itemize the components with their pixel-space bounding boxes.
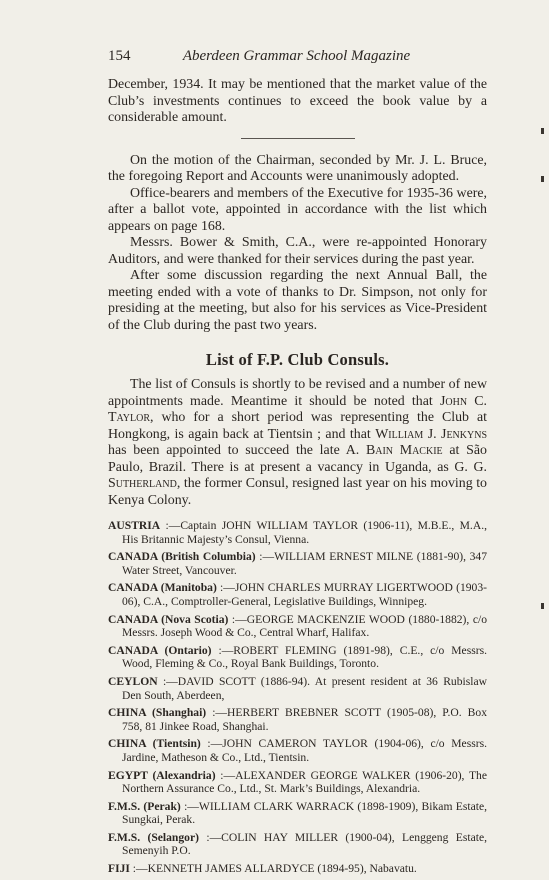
running-title: Aberdeen Grammar School Magazine	[182, 48, 411, 64]
consul-location: F.M.S. (Selangor)	[108, 830, 199, 844]
meeting-report	[108, 153, 487, 335]
margin-mark	[541, 128, 544, 134]
consul-details: :—WILLIAM ERNEST MILNE (1881-90), 347 Water Street, Vancouver.	[122, 550, 488, 577]
consul-details: :—JOHN CAMERON TAYLOR (1904-06), c/o Messrs. Jardine, Matheson & Co., Ltd., Tientsin.	[122, 737, 487, 764]
intro-paragraph: December, 1934. It may be mentioned that the market value of the Club’s investments continues to exceed the book value by a considerable amount.	[108, 77, 487, 125]
consul-details: :—KENNETH JAMES ALLARDYCE (1894-95), Nabavatu.	[129, 862, 417, 876]
consul-details: :—ALEXANDER GEORGE WALKER (1906-20), The Northern Assurance Co., Ltd., St. Mark’s Buildings, Alexandria.	[122, 768, 487, 796]
consul-list	[108, 519, 487, 876]
consul-location: F.M.S. (Perak)	[108, 799, 181, 813]
meeting-paragraph: Messrs. Bower & Smith, C.A., were re-appointed Honorary Auditors, and were thanked for their services during the past year.	[108, 235, 487, 267]
page-number: 154	[108, 48, 131, 64]
intro-text-run: , the former Consul, resigned last year on his moving to Kenya Colony.	[108, 476, 487, 508]
consul-details: :—ROBERT FLEMING (1891-98), C.E., c/o Messrs. Wood, Fleming & Co., Royal Bank Buildings, Toronto.	[122, 643, 487, 671]
section-divider	[241, 138, 355, 139]
small-caps-name: William J. Jenkyns	[375, 426, 488, 442]
consul-details: :—HERBERT BREBNER SCOTT (1905-08), P.O. Box 758, 81 Jinkee Road, Shanghai.	[122, 706, 488, 733]
small-caps-name: Sutherland	[108, 476, 177, 491]
small-caps-name: John C. Taylor	[108, 393, 488, 425]
consul-entry	[108, 519, 487, 546]
consul-entry	[108, 644, 487, 671]
consul-details: :—COLIN HAY MILLER (1900-04), Lenggeng Estate, Semenyih P.O.	[122, 830, 487, 858]
page-body	[108, 77, 487, 880]
consul-location: AUSTRIA	[108, 519, 161, 532]
intro-text-run: has been appointed to succeed the late A.	[108, 443, 366, 458]
consul-details: :—DAVID SCOTT (1886-94). At present resident at 36 Rubislaw Den South, Aberdeen,	[122, 674, 487, 702]
meeting-paragraph: Office-bearers and members of the Executive for 1935-36 were, after a ballot vote, appointed in accordance with the list which appears on page 168.	[108, 185, 487, 234]
consul-entry	[108, 737, 487, 764]
consuls-intro-paragraph	[108, 377, 487, 509]
consul-location: FIJI	[108, 862, 130, 876]
meeting-paragraph: After some discussion regarding the next Annual Ball, the meeting ended with a vote of thanks to Dr. Simpson, not only for presiding at the meeting, but also for his services as Vice-President of the Club during the past two years.	[108, 268, 487, 333]
consul-details: :—Captain JOHN WILLIAM TAYLOR (1906-11), M.B.E., M.A., His Britannic Majesty’s Consul, Vienna.	[122, 519, 487, 546]
intro-text-run: The list of Consuls is shortly to be revised and a number of new appointments made. Meantime it should be noted that	[108, 377, 487, 409]
consul-location: CHINA (Shanghai)	[108, 706, 207, 720]
margin-mark	[541, 176, 544, 182]
intro-text-run: , who for a short period was representing the Club at Hongkong, is again back at Tientsin ; and that	[108, 410, 487, 442]
small-caps-name: Bain Mackie	[365, 443, 443, 458]
consul-details: :—GEORGE MACKENZIE WOOD (1880-1882), c/o Messrs. Joseph Wood & Co., Central Wharf, Halifax.	[122, 612, 487, 640]
meeting-paragraph: On the motion of the Chairman, seconded by Mr. J. L. Bruce, the foregoing Report and Accounts were unanimously adopted.	[108, 152, 487, 184]
consul-entry	[108, 613, 487, 640]
section-heading: List of F.P. Club Consuls.	[205, 350, 390, 369]
intro-text-run: at São Paulo, Brazil. There is at present a vacancy in Uganda, as G. G.	[108, 443, 487, 475]
consul-entry	[108, 581, 487, 608]
consul-entry	[108, 675, 487, 702]
margin-mark	[541, 603, 544, 609]
consul-location: EGYPT (Alexandria)	[108, 768, 216, 782]
consul-entry	[108, 862, 487, 876]
page-header	[108, 48, 485, 68]
consul-entry	[108, 706, 487, 733]
consul-entry	[108, 800, 487, 827]
consul-entry	[108, 550, 487, 577]
consul-location: CEYLON	[108, 674, 158, 688]
consul-entry	[108, 769, 487, 796]
consul-location: CANADA (Manitoba)	[108, 581, 217, 595]
consul-location: CANADA (Ontario)	[108, 643, 212, 657]
consul-details: :—WILLIAM CLARK WARRACK (1898-1909), Bikam Estate, Sungkai, Perak.	[122, 799, 487, 827]
consul-details: :—JOHN CHARLES MURRAY LIGERTWOOD (1903-06), C.A., Comptroller-General, Legislative Buildings, Winnipeg.	[122, 581, 487, 608]
consul-location: CHINA (Tientsin)	[108, 737, 201, 751]
consul-location: CANADA (Nova Scotia)	[108, 612, 229, 626]
consul-location: CANADA (British Columbia)	[108, 550, 256, 564]
consul-entry	[108, 831, 487, 858]
